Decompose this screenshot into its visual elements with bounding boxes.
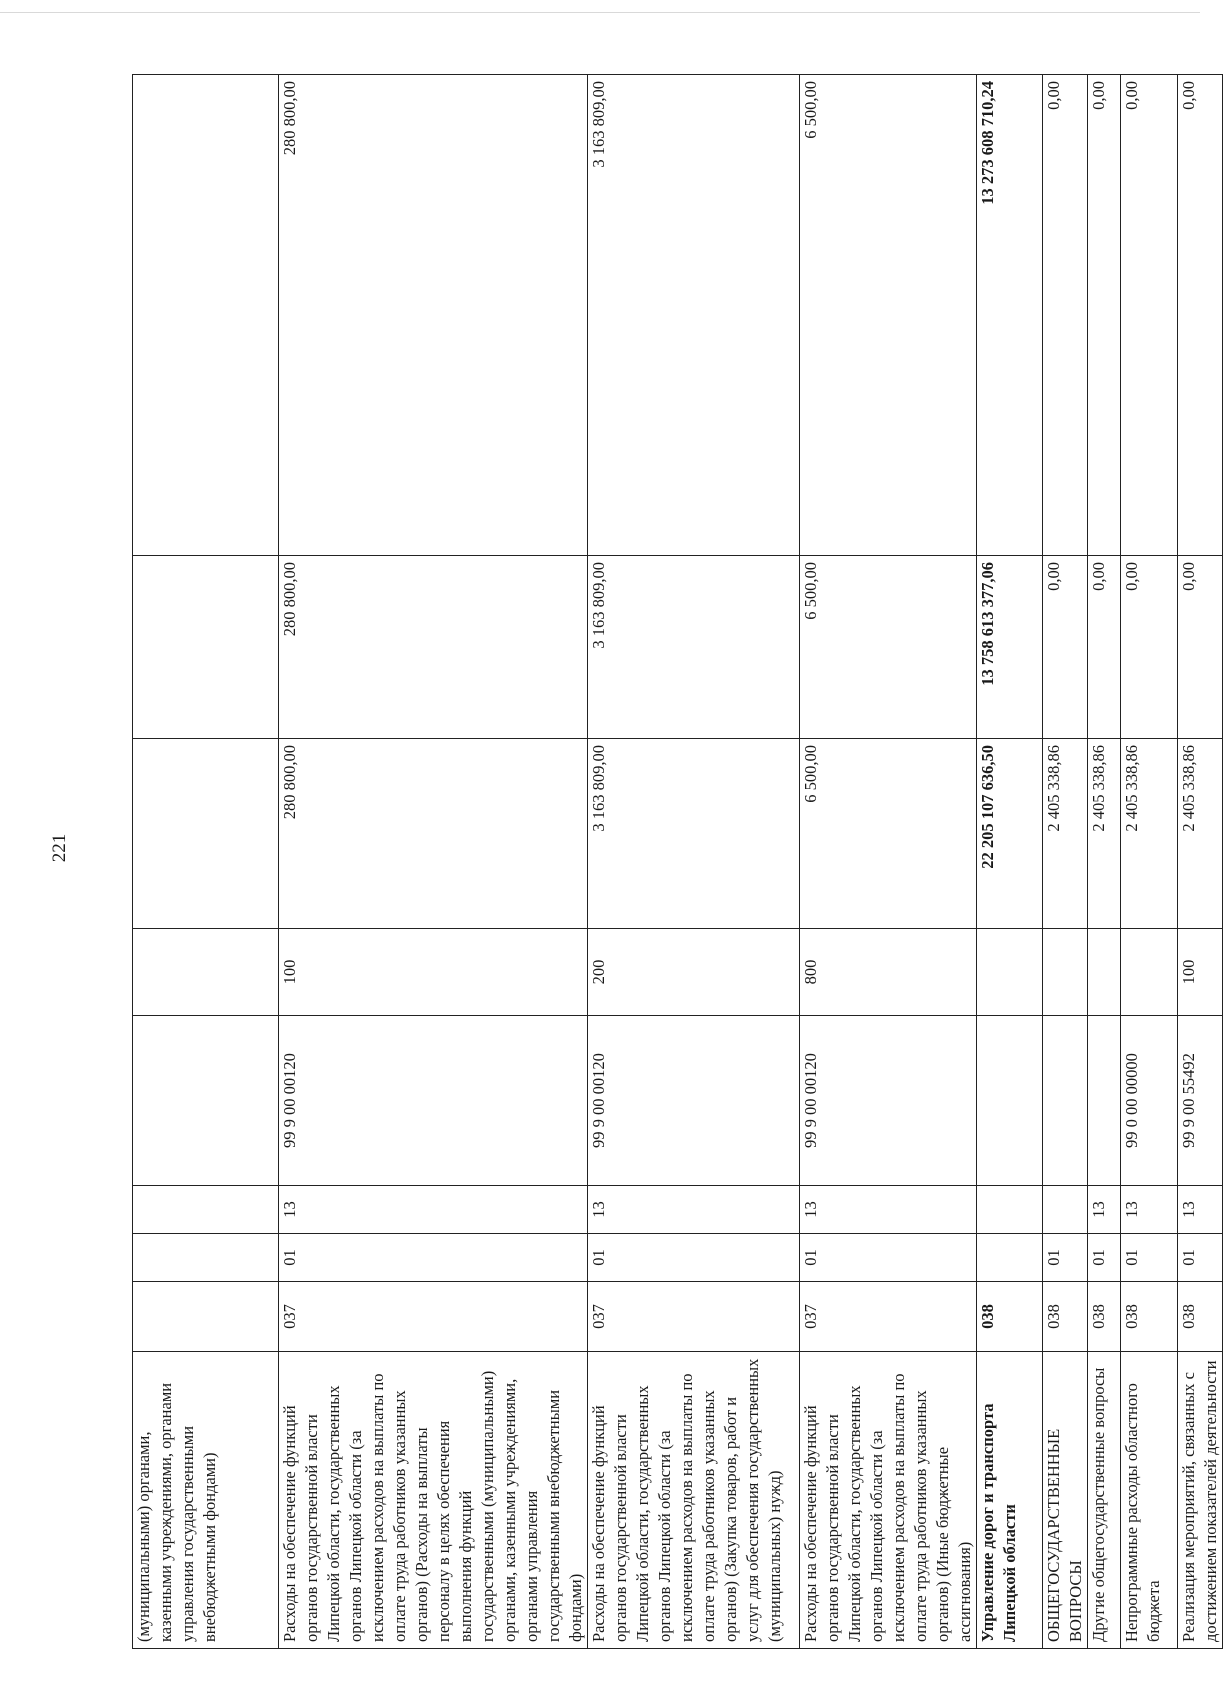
vr-cell: 800 xyxy=(800,929,977,1016)
vr-cell: 100 xyxy=(279,929,588,1016)
gr-cell: 038 xyxy=(1088,1282,1121,1352)
vr-cell xyxy=(977,929,1043,1016)
amount-cell: 6 500,00 xyxy=(800,75,977,556)
row-name-cell: Реализация мероприятий, связанных с достижением показателей деятельности xyxy=(1178,1352,1223,1649)
vr-cell xyxy=(1088,929,1121,1016)
csr-cell: 99 9 00 55492 xyxy=(1178,1016,1223,1186)
amount-cell: 2 405 338,86 xyxy=(1088,739,1121,929)
table-row xyxy=(133,75,279,1649)
rz-cell xyxy=(133,1234,279,1282)
amount-cell: 13 273 608 710,24 xyxy=(977,75,1043,556)
amount-cell: 280 800,00 xyxy=(279,739,588,929)
csr-cell: 99 0 00 00000 xyxy=(1121,1016,1178,1186)
table-row xyxy=(279,75,588,1649)
rz-cell: 01 xyxy=(588,1234,800,1282)
amount-cell: 280 800,00 xyxy=(279,75,588,556)
row-name-cell: ОБЩЕГОСУДАРСТВЕННЫЕ ВОПРОСЫ xyxy=(1043,1352,1088,1649)
rz-cell: 01 xyxy=(1178,1234,1223,1282)
row-name-cell: Непрограммные расходы областного бюджета xyxy=(1121,1352,1178,1649)
gr-cell: 037 xyxy=(279,1282,588,1352)
vr-cell xyxy=(133,929,279,1016)
amount-cell: 6 500,00 xyxy=(800,556,977,739)
amount-cell: 0,00 xyxy=(1043,556,1088,739)
rz-cell: 01 xyxy=(1088,1234,1121,1282)
table-row xyxy=(800,75,977,1649)
table-row xyxy=(977,75,1043,1649)
row-name-cell: Управление дорог и транспорта Липецкой области xyxy=(977,1352,1043,1649)
csr-cell xyxy=(977,1016,1043,1186)
row-name-cell: (муниципальными) органами, казенными учреждениями, органами управления государственными внебюджетными фондами) xyxy=(133,1352,279,1649)
csr-cell xyxy=(1088,1016,1121,1186)
budget-table xyxy=(132,74,1223,1649)
amount-cell: 0,00 xyxy=(1178,75,1223,556)
pr-cell xyxy=(977,1186,1043,1234)
scan-edge-line xyxy=(0,12,1200,13)
amount-cell: 6 500,00 xyxy=(800,739,977,929)
table-row xyxy=(1088,75,1121,1649)
csr-cell: 99 9 00 00120 xyxy=(279,1016,588,1186)
pr-cell: 13 xyxy=(800,1186,977,1234)
amount-cell: 0,00 xyxy=(1121,75,1178,556)
rz-cell xyxy=(977,1234,1043,1282)
amount-cell: 3 163 809,00 xyxy=(588,556,800,739)
amount-cell: 2 405 338,86 xyxy=(1043,739,1088,929)
amount-cell: 2 405 338,86 xyxy=(1178,739,1223,929)
vr-cell: 200 xyxy=(588,929,800,1016)
amount-cell: 22 205 107 636,50 xyxy=(977,739,1043,929)
gr-cell: 037 xyxy=(588,1282,800,1352)
gr-cell: 038 xyxy=(977,1282,1043,1352)
pr-cell: 13 xyxy=(588,1186,800,1234)
rz-cell: 01 xyxy=(1043,1234,1088,1282)
amount-cell: 0,00 xyxy=(1178,556,1223,739)
row-name-cell: Другие общегосударственные вопросы xyxy=(1088,1352,1121,1649)
gr-cell: 037 xyxy=(800,1282,977,1352)
amount-cell xyxy=(133,556,279,739)
amount-cell: 0,00 xyxy=(1088,556,1121,739)
amount-cell: 0,00 xyxy=(1088,75,1121,556)
amount-cell: 2 405 338,86 xyxy=(1121,739,1178,929)
pr-cell xyxy=(133,1186,279,1234)
amount-cell: 3 163 809,00 xyxy=(588,75,800,556)
table-row xyxy=(588,75,800,1649)
amount-cell: 0,00 xyxy=(1043,75,1088,556)
row-name-cell: Расходы на обеспечение функций органов государственной власти Липецкой области, государственных органов Липецкой области (за исключением расходов на выплаты по оплате труда работников указанных органов) (Иные бюджетные ассигнования) xyxy=(800,1352,977,1649)
pr-cell: 13 xyxy=(1088,1186,1121,1234)
amount-cell: 13 758 613 377,06 xyxy=(977,556,1043,739)
csr-cell xyxy=(1043,1016,1088,1186)
amount-cell xyxy=(133,739,279,929)
pr-cell: 13 xyxy=(1121,1186,1178,1234)
amount-cell: 3 163 809,00 xyxy=(588,739,800,929)
csr-cell: 99 9 00 00120 xyxy=(588,1016,800,1186)
vr-cell xyxy=(1043,929,1088,1016)
gr-cell xyxy=(133,1282,279,1352)
amount-cell: 0,00 xyxy=(1121,556,1178,739)
csr-cell xyxy=(133,1016,279,1186)
table-row xyxy=(1178,75,1223,1649)
table-row xyxy=(1043,75,1088,1649)
pr-cell xyxy=(1043,1186,1088,1234)
csr-cell: 99 9 00 00120 xyxy=(800,1016,977,1186)
pr-cell: 13 xyxy=(1178,1186,1223,1234)
rz-cell: 01 xyxy=(279,1234,588,1282)
gr-cell: 038 xyxy=(1043,1282,1088,1352)
gr-cell: 038 xyxy=(1121,1282,1178,1352)
page-number: 221 xyxy=(49,833,70,863)
row-name-cell: Расходы на обеспечение функций органов государственной власти Липецкой области, государственных органов Липецкой области (за исключением расходов на выплаты по оплате труда работников указанных органов) (Закупка товаров, работ и услуг для обеспечения государственных (муниципальных) нужд) xyxy=(588,1352,800,1649)
vr-cell: 100 xyxy=(1178,929,1223,1016)
pr-cell: 13 xyxy=(279,1186,588,1234)
table-row xyxy=(1121,75,1178,1649)
rz-cell: 01 xyxy=(800,1234,977,1282)
amount-cell: 280 800,00 xyxy=(279,556,588,739)
rz-cell: 01 xyxy=(1121,1234,1178,1282)
vr-cell xyxy=(1121,929,1178,1016)
gr-cell: 038 xyxy=(1178,1282,1223,1352)
row-name-cell: Расходы на обеспечение функций органов государственной власти Липецкой области, государственных органов Липецкой области (за исключением расходов на выплаты по оплате труда работников указанных органов) (Расходы на выплаты персоналу в целях обеспечения выполнения функций государственными (муниципальными) органами, казенными учреждениями, органами управления государственными внебюджетными фондами) xyxy=(279,1352,588,1649)
rotated-page-content xyxy=(132,75,1220,1649)
amount-cell xyxy=(133,75,279,556)
